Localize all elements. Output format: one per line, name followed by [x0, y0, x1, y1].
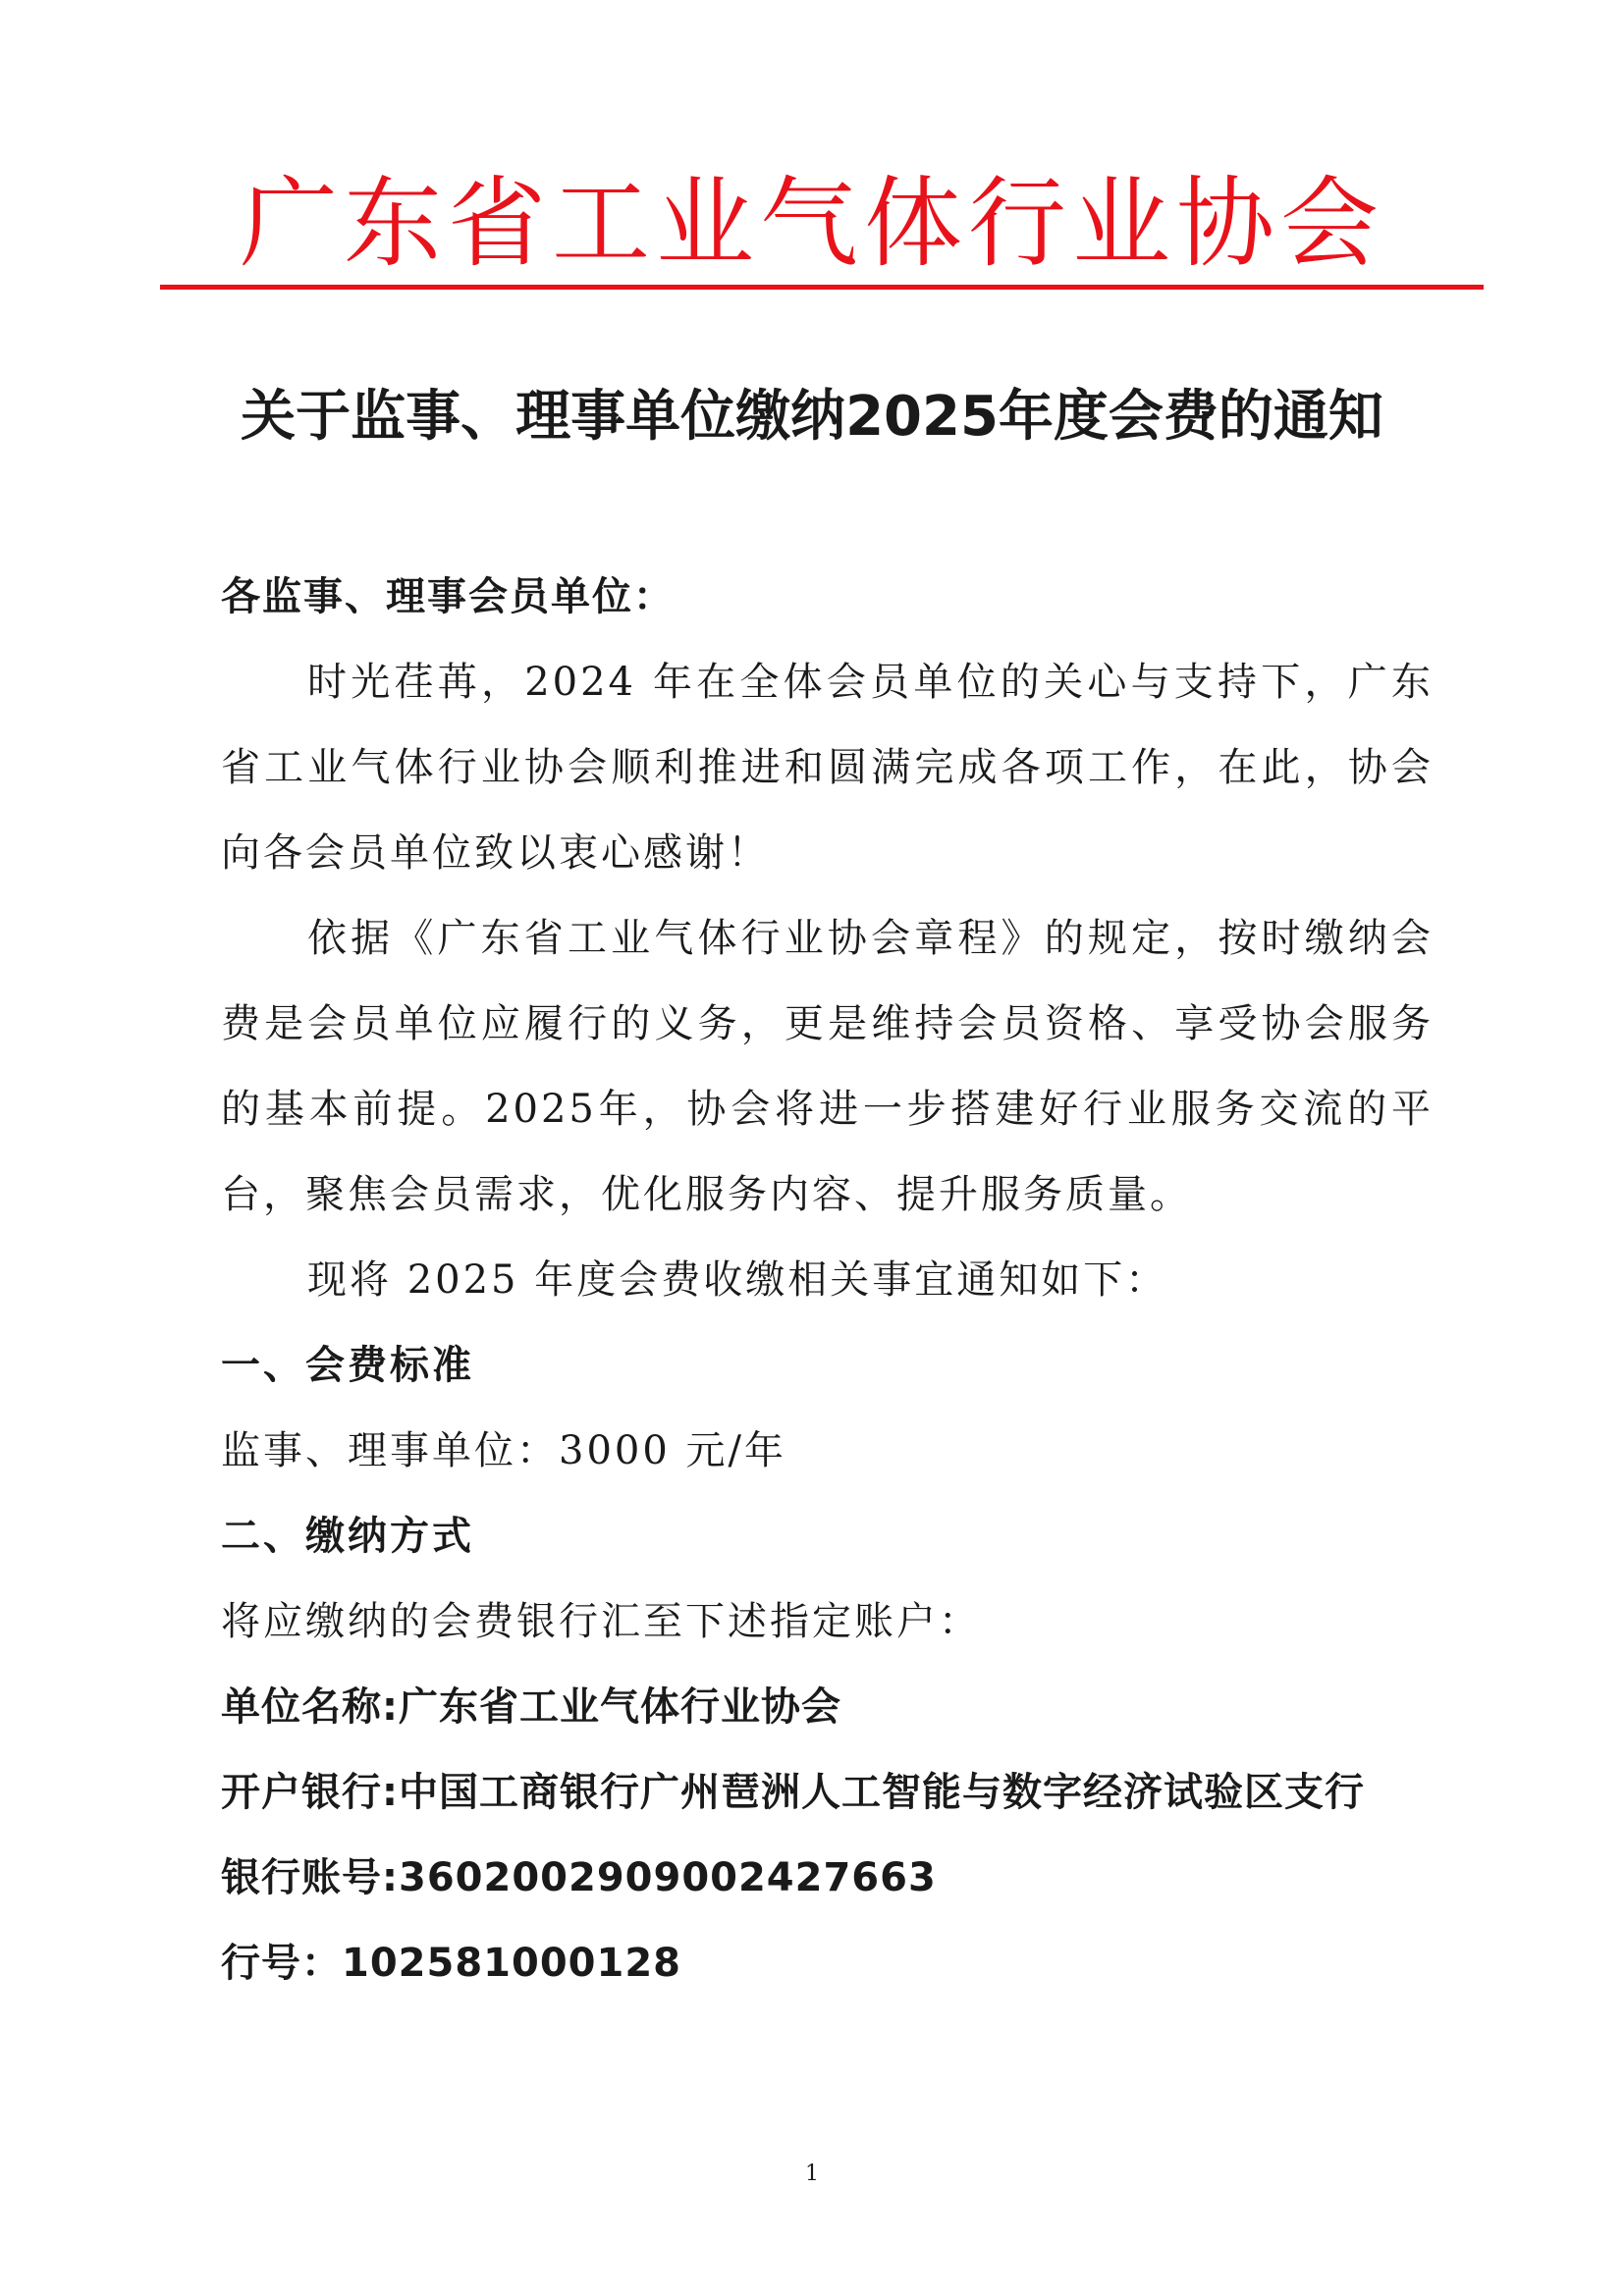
payment-method-text: 将应缴纳的会费银行汇至下述指定账户：: [221, 1599, 981, 1644]
paragraph-intro: 现将 2025 年度会费收缴相关事宜通知如下：: [307, 1257, 1168, 1303]
bank-unit-name: 单位名称:广东省工业气体行业协会: [221, 1684, 841, 1730]
page-number: 1: [805, 2162, 819, 2186]
bank-code: 行号：102581000128: [221, 1941, 681, 1986]
section-heading-fee-standard: 一、会费标准: [221, 1343, 474, 1388]
notice-title: 关于监事、理事单位缴纳2025年度会费的通知: [241, 385, 1383, 449]
organization-letterhead: 广东省工业气体行业协会: [240, 166, 1384, 281]
paragraph-regulation: 依据《广东省工业气体行业协会章程》的规定，按时缴纳会费是会员单位应履行的义务，更是维持会员资格、享受协会服务的基本前提。2025年，协会将进一步搭建好行业服务交流的平台，聚焦会员需求，优化服务内容、提升服务质量。: [221, 916, 1434, 1217]
paragraph-thanks: 时光荏苒，2024 年在全体会员单位的关心与支持下，广东省工业气体行业协会顺利推进和圆满完成各项工作，在此，协会向各会员单位致以衷心感谢！: [221, 660, 1434, 876]
letterhead-divider: [160, 285, 1484, 290]
salutation: 各监事、理事会员单位：: [221, 574, 675, 619]
bank-account-number: 银行账号:3602002909002427663: [221, 1855, 937, 1900]
notice-body: [221, 555, 1434, 2006]
section-heading-payment-method: 二、缴纳方式: [221, 1514, 474, 1559]
fee-standard-text: 监事、理事单位：3000 元/年: [221, 1428, 786, 1473]
bank-name: 开户银行:中国工商银行广州琶洲人工智能与数字经济试验区支行: [221, 1770, 1365, 1815]
